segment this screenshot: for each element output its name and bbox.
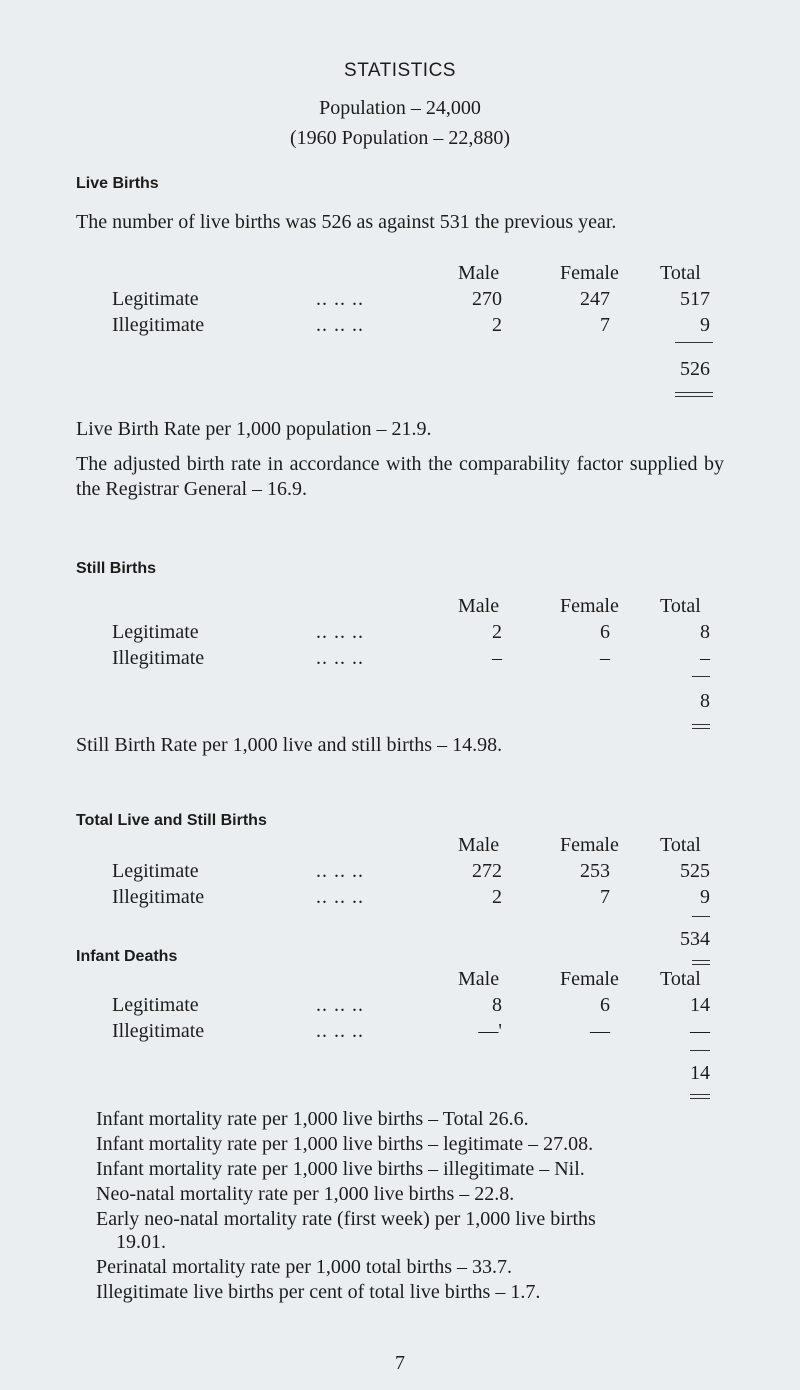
live-births-col-male: Male (458, 262, 500, 284)
adjusted-birth-rate: The adjusted birth rate in accordance with the comparability factor supplied by the Registrar General – 16.9. (76, 453, 724, 500)
live-births-illegit-female: 7 (600, 314, 610, 336)
total-births-legit-female: 253 (580, 860, 610, 882)
leader-dots: .. .. .. (316, 314, 364, 336)
rate-line: Illegitimate live births per cent of total live births – 1.7. (96, 1281, 541, 1303)
sum-rule (692, 676, 710, 677)
infant-deaths-col-female: Female (560, 968, 619, 990)
still-births-heading: Still Births (76, 560, 157, 577)
population-line: Population – 24,000 (319, 97, 481, 119)
total-births-illegit-female: 7 (600, 886, 610, 908)
live-births-illegit-male: 2 (492, 314, 502, 336)
total-births-col-female: Female (560, 834, 619, 856)
leader-dots: .. .. .. (316, 860, 364, 882)
sum-rule (692, 916, 710, 917)
infant-deaths-legit-male: 8 (492, 994, 502, 1016)
live-births-grand-total: 526 (680, 358, 710, 380)
total-births-legit-male: 272 (472, 860, 502, 882)
rate-line: Early neo-natal mortality rate (first week) per 1,000 live births (96, 1208, 596, 1230)
total-births-col-male: Male (458, 834, 500, 856)
total-births-grand-total: 534 (680, 928, 710, 950)
live-births-col-female: Female (560, 262, 619, 284)
rate-line: Infant mortality rate per 1,000 live births – Total 26.6. (96, 1108, 529, 1130)
still-births-row-label: Illegitimate (112, 647, 205, 669)
still-births-illegit-female: – (600, 647, 610, 669)
infant-deaths-illegit-male: —' (478, 1020, 502, 1042)
page-title: STATISTICS (344, 60, 456, 81)
leader-dots: .. .. .. (316, 288, 364, 310)
live-birth-rate: Live Birth Rate per 1,000 population – 21.9. (76, 418, 432, 440)
double-rule (675, 392, 713, 397)
still-births-illegit-total: – (700, 647, 710, 669)
live-births-intro: The number of live births was 526 as against 531 the previous year. (76, 211, 617, 233)
still-births-legit-male: 2 (492, 621, 502, 643)
double-rule (692, 960, 710, 965)
live-births-row-label: Illegitimate (112, 314, 205, 336)
live-births-legit-female: 247 (580, 288, 610, 310)
still-births-illegit-male: – (492, 647, 502, 669)
infant-deaths-col-male: Male (458, 968, 500, 990)
leader-dots: .. .. .. (316, 886, 364, 908)
rate-line: Neo-natal mortality rate per 1,000 live births – 22.8. (96, 1183, 515, 1205)
still-births-legit-female: 6 (600, 621, 610, 643)
still-births-legit-total: 8 (700, 621, 710, 643)
live-births-row-label: Legitimate (112, 288, 199, 310)
still-births-col-female: Female (560, 595, 619, 617)
total-births-row-label: Illegitimate (112, 886, 205, 908)
infant-deaths-legit-total: 14 (690, 994, 710, 1016)
rate-line: Infant mortality rate per 1,000 live births – legitimate – 27.08. (96, 1133, 594, 1155)
double-rule (692, 724, 710, 729)
sum-rule (675, 342, 713, 343)
total-births-legit-total: 525 (680, 860, 710, 882)
double-rule (690, 1094, 710, 1099)
infant-deaths-grand-total: 14 (690, 1062, 710, 1084)
rate-line: Perinatal mortality rate per 1,000 total births – 33.7. (96, 1256, 513, 1278)
infant-deaths-row-label: Legitimate (112, 994, 199, 1016)
leader-dots: .. .. .. (316, 1020, 364, 1042)
leader-dots: .. .. .. (316, 647, 364, 669)
leader-dots: .. .. .. (316, 994, 364, 1016)
still-births-col-total: Total (660, 595, 701, 617)
total-births-illegit-male: 2 (492, 886, 502, 908)
live-births-illegit-total: 9 (700, 314, 710, 336)
sum-rule (690, 1050, 710, 1051)
still-birth-rate: Still Birth Rate per 1,000 live and still births – 14.98. (76, 734, 503, 756)
total-births-heading: Total Live and Still Births (76, 812, 267, 829)
total-births-illegit-total: 9 (700, 886, 710, 908)
infant-deaths-legit-female: 6 (600, 994, 610, 1016)
infant-deaths-col-total: Total (660, 968, 701, 990)
live-births-legit-male: 270 (472, 288, 502, 310)
infant-deaths-heading: Infant Deaths (76, 948, 178, 965)
infant-deaths-illegit-female: — (590, 1020, 610, 1042)
still-births-grand-total: 8 (700, 690, 710, 712)
population-1960-line: (1960 Population – 22,880) (290, 127, 510, 149)
total-births-col-total: Total (660, 834, 701, 856)
live-births-heading: Live Births (76, 175, 159, 192)
live-births-legit-total: 517 (680, 288, 710, 310)
total-births-row-label: Legitimate (112, 860, 199, 882)
infant-deaths-illegit-total: — (690, 1020, 710, 1042)
still-births-row-label: Legitimate (112, 621, 199, 643)
rate-line: Infant mortality rate per 1,000 live births – illegitimate – Nil. (96, 1158, 585, 1180)
infant-deaths-row-label: Illegitimate (112, 1020, 205, 1042)
page-number: 7 (395, 1352, 405, 1374)
leader-dots: .. .. .. (316, 621, 364, 643)
still-births-col-male: Male (458, 595, 500, 617)
live-births-col-total: Total (660, 262, 701, 284)
rate-line-continued: 19.01. (116, 1231, 166, 1253)
